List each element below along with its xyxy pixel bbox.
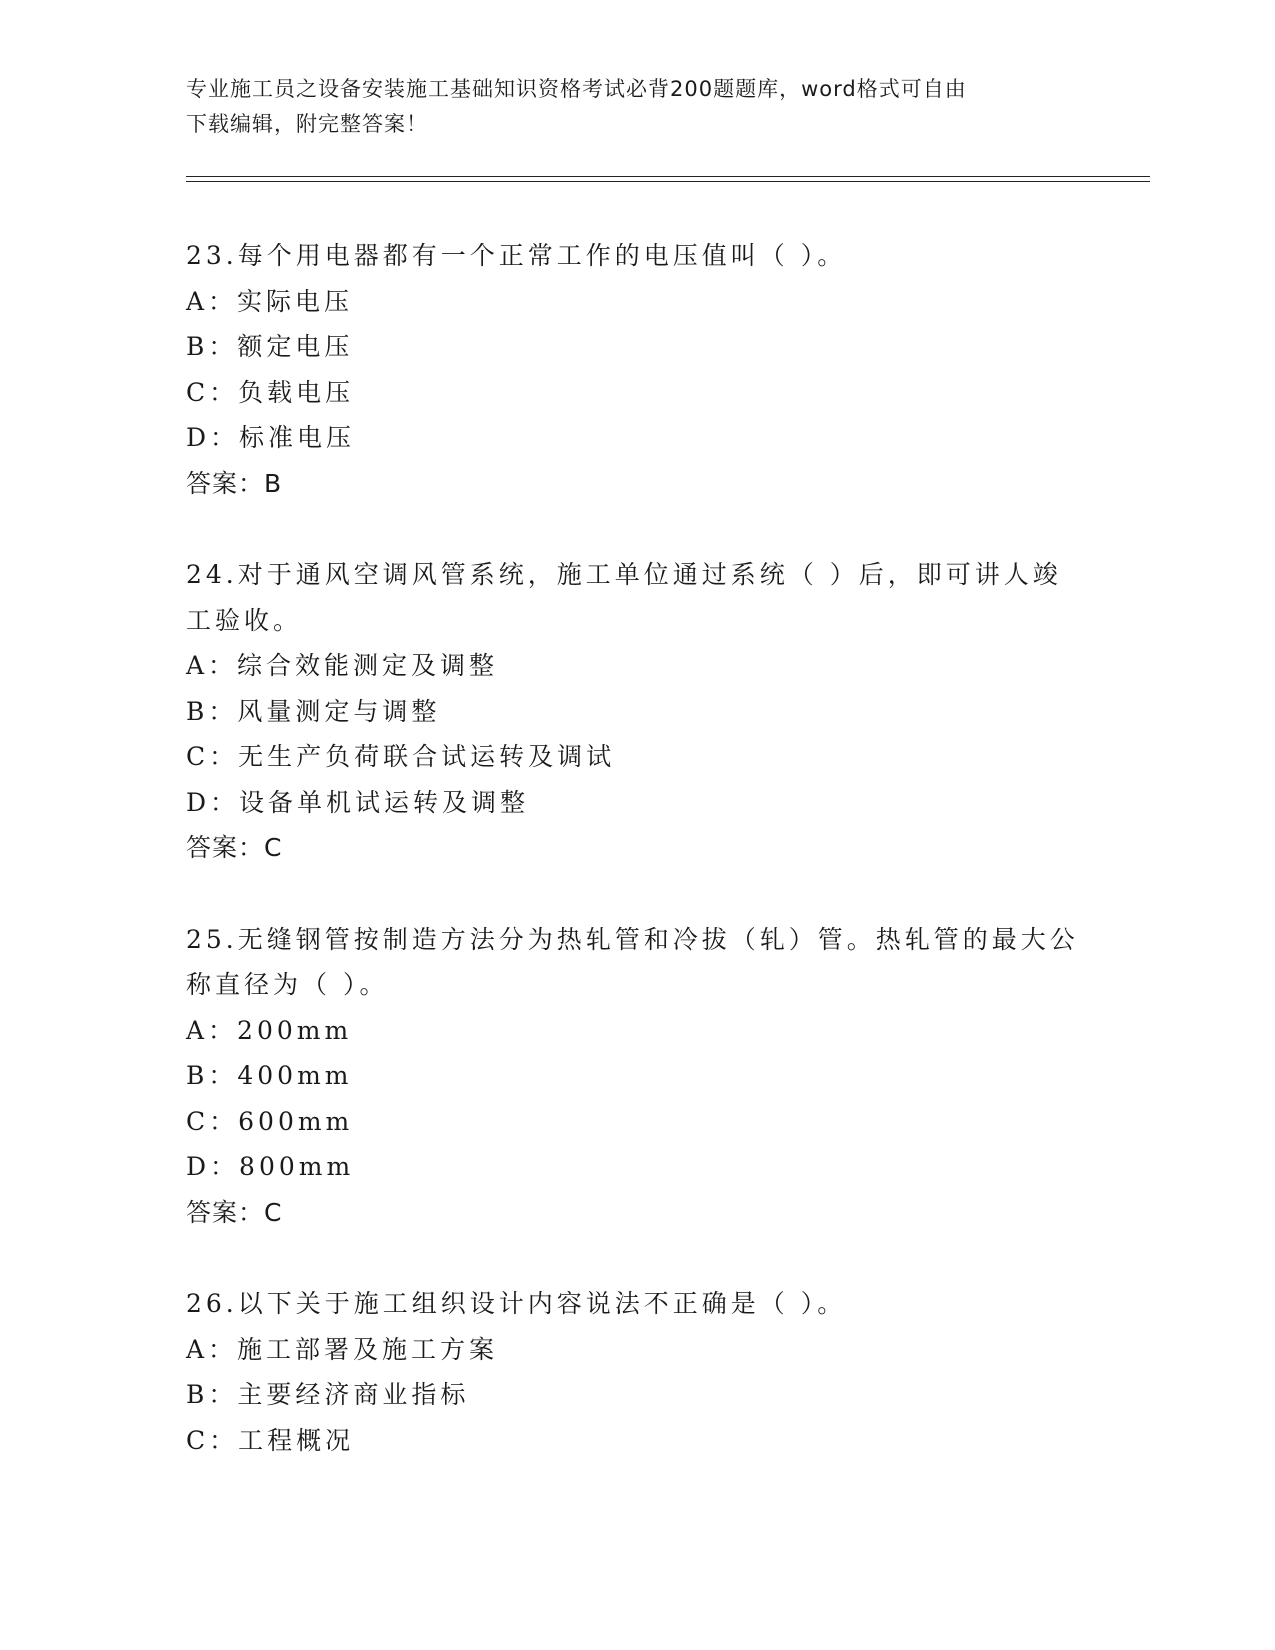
- answer-option: A：实际电压: [186, 286, 354, 316]
- question-block: [186, 233, 1086, 506]
- answer-option: B：风量测定与调整: [186, 696, 441, 726]
- question-block: [186, 552, 1086, 871]
- question-stem: [186, 1281, 1086, 1327]
- question-block: [186, 917, 1086, 1236]
- question-stem-line: 23.每个用电器都有一个正常工作的电压值叫（ ）。: [186, 241, 847, 270]
- answer-option: C：无生产负荷联合试运转及调试: [186, 742, 616, 771]
- answer-option: D：标准电压: [186, 423, 356, 452]
- question-stem: [186, 917, 1086, 1008]
- question-stem-line: 25.无缝钢管按制造方法分为热轧管和冷拔（轧）管。热轧管的最大公: [186, 924, 1079, 954]
- header-line-1: 专业施工员之设备安装施工基础知识资格考试必背200题题库，word格式可自由: [186, 77, 967, 101]
- question-stem-line: 26.以下关于施工组织设计内容说法不正确是（ ）。: [186, 1289, 847, 1318]
- answer-option: B：400mm: [186, 1061, 353, 1090]
- header-line-2: 下载编辑，附完整答案！: [186, 112, 428, 136]
- answer-option: C：工程概况: [186, 1425, 355, 1455]
- question-list: [186, 233, 1086, 1509]
- question-block: [186, 1281, 1086, 1463]
- answer-option: A：200mm: [186, 1015, 353, 1045]
- answer-key: 答案：C: [186, 833, 283, 862]
- answer-option: D：设备单机试运转及调整: [186, 787, 530, 817]
- answer-key: 答案：B: [186, 468, 283, 498]
- header-divider-top: [186, 176, 1150, 177]
- answer-key: 答案：C: [186, 1197, 283, 1227]
- document-header: [186, 72, 1086, 142]
- question-stem: [186, 552, 1086, 643]
- question-stem-line: 工验收。: [186, 605, 303, 635]
- question-stem-line: 称直径为（ ）。: [186, 970, 389, 999]
- answer-option: D：800mm: [186, 1152, 355, 1181]
- answer-option: A：施工部署及施工方案: [186, 1334, 499, 1364]
- answer-option: A：综合效能测定及调整: [186, 651, 499, 680]
- question-stem: [186, 233, 1086, 279]
- answer-option: B：主要经济商业指标: [186, 1380, 470, 1409]
- header-divider-bottom: [186, 181, 1150, 182]
- answer-option: B：额定电压: [186, 332, 354, 361]
- question-stem-line: 24.对于通风空调风管系统，施工单位通过系统（ ）后，即可讲人竣: [186, 560, 1062, 589]
- answer-option: C：负载电压: [186, 377, 355, 407]
- answer-option: C：600mm: [186, 1106, 354, 1136]
